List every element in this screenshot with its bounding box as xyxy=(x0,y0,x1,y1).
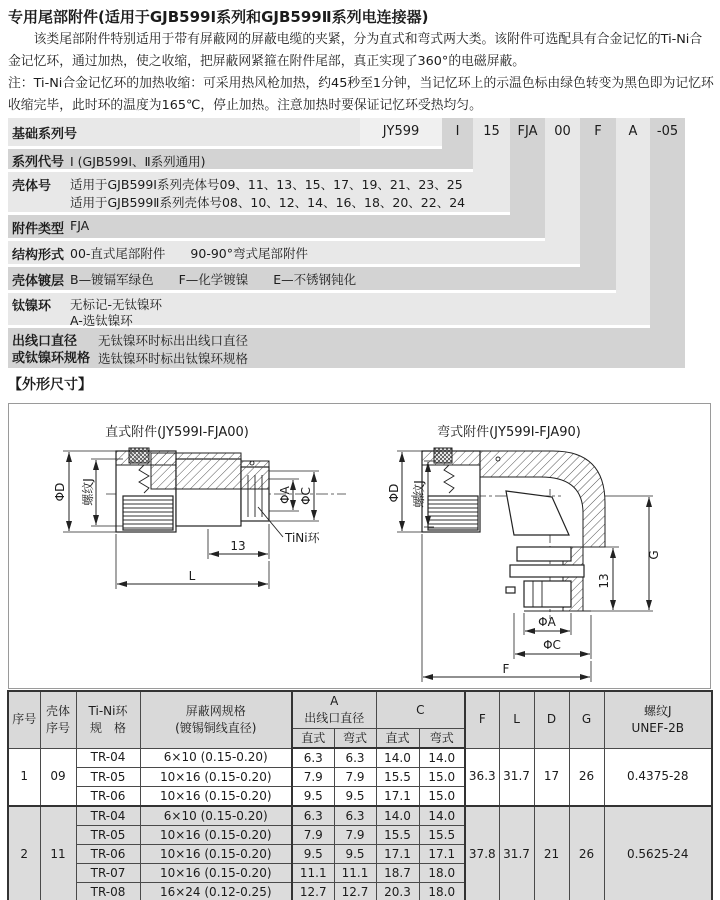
straight-title: 直式附件(JY599Ⅰ-FJA00) xyxy=(105,425,249,440)
header-c-straight: 直式 xyxy=(376,729,419,749)
cell-c-straight: 14.0 xyxy=(376,748,419,768)
cell-thread: 0.4375-28 xyxy=(604,748,712,806)
cell-tini: TR-04 xyxy=(76,806,140,826)
cell-c-angled: 15.0 xyxy=(419,768,465,787)
cell-f: 36.3 xyxy=(465,748,499,806)
code-tini: A xyxy=(628,124,638,139)
row-value: 无标记-无钛镍环 xyxy=(70,297,163,312)
table-row xyxy=(8,806,712,826)
cell-c-angled: 18.0 xyxy=(419,883,465,900)
header-tini: Ti-Ni环 规 格 xyxy=(76,691,140,748)
header-a-straight: 直式 xyxy=(292,729,334,749)
tini-ring-callout: TiNi环 xyxy=(285,531,320,545)
dim-label-thread-j: 螺纹J xyxy=(412,480,426,508)
cell-a-straight: 7.9 xyxy=(292,768,334,787)
cell-a-straight: 12.7 xyxy=(292,883,334,900)
dimension-drawings-panel xyxy=(8,403,711,689)
row-label: 出线口直径 xyxy=(12,334,78,349)
cell-f: 37.8 xyxy=(465,806,499,900)
cell-d: 17 xyxy=(534,748,569,806)
cell-thread: 0.5625-24 xyxy=(604,806,712,900)
cell-a-straight: 7.9 xyxy=(292,826,334,845)
code-plating: F xyxy=(594,124,602,139)
dim-label-phi-a: ΦA xyxy=(538,615,556,629)
designation-table xyxy=(8,118,698,368)
intro-paragraph: 该类尾部附件特别适用于带有屏蔽网的屏蔽电缆的夹紧，分为直式和弯式两大类。该附件可选配具有合金记忆的Ti-Ni合金记忆环，通过加热，使之收缩，把屏蔽网紧箍在附件尾部，真正实现了360°的电磁屏蔽。 xyxy=(8,32,703,69)
row-value: 适用于GJB599Ⅰ系列壳体号09、11、13、15、17、19、21、23、25 xyxy=(70,177,463,192)
cell-c-straight: 15.5 xyxy=(376,826,419,845)
angled-accessory-drawing xyxy=(387,424,661,682)
cell-a-straight: 9.5 xyxy=(292,845,334,864)
row-value: Ⅰ (GJB599Ⅰ、Ⅱ系列通用) xyxy=(70,154,206,169)
cell-shield: 10×16 (0.15-0.20) xyxy=(140,768,292,787)
header-f: F xyxy=(465,691,499,748)
header-thread: 螺纹J UNEF-2B xyxy=(604,691,712,748)
cell-a-straight: 11.1 xyxy=(292,864,334,883)
row-label: 结构形式 xyxy=(12,248,65,263)
cell-shield: 6×10 (0.15-0.20) xyxy=(140,806,292,826)
dim-label-13: 13 xyxy=(230,539,246,553)
straight-accessory-drawing xyxy=(53,424,346,589)
code-structure: 00 xyxy=(554,124,571,139)
row-value: 无钛镍环时标出出线口直径 xyxy=(98,333,249,348)
header-d: D xyxy=(534,691,569,748)
cell-a-angled: 11.1 xyxy=(334,864,376,883)
row-label: 附件类型 xyxy=(12,222,65,237)
cell-c-straight: 20.3 xyxy=(376,883,419,900)
row-label: 系列代号 xyxy=(12,155,65,170)
header-seq: 序号 xyxy=(8,691,40,748)
cell-c-straight: 14.0 xyxy=(376,806,419,826)
cell-shield: 6×10 (0.15-0.20) xyxy=(140,748,292,768)
dimension-drawings xyxy=(9,404,710,686)
cell-c-angled: 14.0 xyxy=(419,748,465,768)
cell-shell: 09 xyxy=(40,748,76,806)
cell-tini: TR-05 xyxy=(76,768,140,787)
code-base-series: JY599 xyxy=(382,124,420,139)
code-accessory-type: FJA xyxy=(517,124,538,139)
cell-shell: 11 xyxy=(40,806,76,900)
cell-tini: TR-04 xyxy=(76,748,140,768)
cell-c-angled: 14.0 xyxy=(419,806,465,826)
header-c-angled: 弯式 xyxy=(419,729,465,749)
dim-label-g: G xyxy=(647,550,661,560)
dim-label-phi-d: ΦD xyxy=(53,482,67,502)
header-row xyxy=(8,691,712,729)
header-c: C xyxy=(376,691,465,729)
row-label-line2: 或钛镍环规格 xyxy=(12,351,91,366)
cell-a-straight: 6.3 xyxy=(292,748,334,768)
cell-seq: 2 xyxy=(8,806,40,900)
cell-tini: TR-05 xyxy=(76,826,140,845)
cell-shield: 16×24 (0.12-0.25) xyxy=(140,883,292,900)
cell-seq: 1 xyxy=(8,748,40,806)
dim-label-phi-c: ΦC xyxy=(543,638,561,652)
cell-g: 26 xyxy=(569,748,604,806)
row-value: B—镀镉军绿色 F—化学镀镍 E—不锈钢钝化 xyxy=(70,272,357,287)
cell-a-angled: 6.3 xyxy=(334,806,376,826)
cell-a-angled: 7.9 xyxy=(334,826,376,845)
dimension-table xyxy=(7,690,713,900)
cell-tini: TR-06 xyxy=(76,845,140,864)
cell-shield: 10×16 (0.15-0.20) xyxy=(140,845,292,864)
cell-a-angled: 9.5 xyxy=(334,787,376,807)
dim-label-l: L xyxy=(188,569,196,583)
row-value: FJA xyxy=(70,218,90,233)
cell-c-straight: 17.1 xyxy=(376,845,419,864)
page-title: 专用尾部附件(适用于GJB599Ⅰ系列和GJB599Ⅱ系列电连接器) xyxy=(8,8,429,26)
cell-shield: 10×16 (0.15-0.20) xyxy=(140,787,292,807)
cell-a-angled: 12.7 xyxy=(334,883,376,900)
cell-shield: 10×16 (0.15-0.20) xyxy=(140,826,292,845)
row-value: 选钛镍环时标出钛镍环规格 xyxy=(98,351,249,366)
header-a-angled: 弯式 xyxy=(334,729,376,749)
section-title: 【外形尺寸】 xyxy=(8,377,92,393)
code-series: Ⅰ xyxy=(455,124,460,139)
row-label: 壳体镀层 xyxy=(12,274,65,289)
cell-a-angled: 6.3 xyxy=(334,748,376,768)
row-value: A-选钛镍环 xyxy=(70,313,133,328)
cell-c-angled: 15.5 xyxy=(419,826,465,845)
dim-label-phi-a: ΦA xyxy=(278,486,292,504)
dim-label-thread-j: 螺纹J xyxy=(81,478,95,506)
row-label: 基础系列号 xyxy=(12,127,78,142)
header-shell: 壳体 序号 xyxy=(40,691,76,748)
cell-tini: TR-07 xyxy=(76,864,140,883)
cell-c-angled: 17.1 xyxy=(419,845,465,864)
cell-g: 26 xyxy=(569,806,604,900)
header-l: L xyxy=(499,691,534,748)
dim-label-phi-c: ΦC xyxy=(299,487,313,505)
header-g: G xyxy=(569,691,604,748)
cell-c-angled: 18.0 xyxy=(419,864,465,883)
cell-a-angled: 9.5 xyxy=(334,845,376,864)
cell-tini: TR-08 xyxy=(76,883,140,900)
header-shield: 屏蔽网规格 (镀锡铜线直径) xyxy=(140,691,292,748)
cell-a-straight: 9.5 xyxy=(292,787,334,807)
cell-l: 31.7 xyxy=(499,748,534,806)
cell-a-straight: 6.3 xyxy=(292,806,334,826)
cell-c-angled: 15.0 xyxy=(419,787,465,807)
row-label: 钛镍环 xyxy=(12,299,52,314)
dim-label-13: 13 xyxy=(597,573,611,589)
cell-c-straight: 18.7 xyxy=(376,864,419,883)
code-outlet: -05 xyxy=(656,124,679,139)
angled-title: 弯式附件(JY599Ⅰ-FJA90) xyxy=(437,425,581,440)
cell-shield: 10×16 (0.15-0.20) xyxy=(140,864,292,883)
header-a: A 出线口直径 xyxy=(292,691,376,729)
cell-tini: TR-06 xyxy=(76,787,140,807)
note-paragraph: 注：Ti-Ni合金记忆环的加热收缩：可采用热风枪加热，约45秒至1分钟，当记忆环上的示温色标由绿色转变为黑色即为记忆环收缩完毕，此时环的温度为165℃，停止加热。注意加热时要保证记忆环受热均匀。 xyxy=(8,76,714,113)
cell-c-straight: 15.5 xyxy=(376,768,419,787)
row-label: 壳体号 xyxy=(12,179,52,194)
cell-l: 31.7 xyxy=(499,806,534,900)
code-shell: 15 xyxy=(483,124,500,139)
row-value: 00-直式尾部附件 90-90°弯式尾部附件 xyxy=(70,246,308,261)
cell-a-angled: 7.9 xyxy=(334,768,376,787)
dim-label-f: F xyxy=(502,662,510,676)
table-row xyxy=(8,748,712,768)
cell-d: 21 xyxy=(534,806,569,900)
row-value: 适用于GJB599Ⅱ系列壳体号08、10、12、14、16、18、20、22、24 xyxy=(70,195,466,210)
dim-label-phi-d: ΦD xyxy=(387,483,401,503)
cell-c-straight: 17.1 xyxy=(376,787,419,807)
